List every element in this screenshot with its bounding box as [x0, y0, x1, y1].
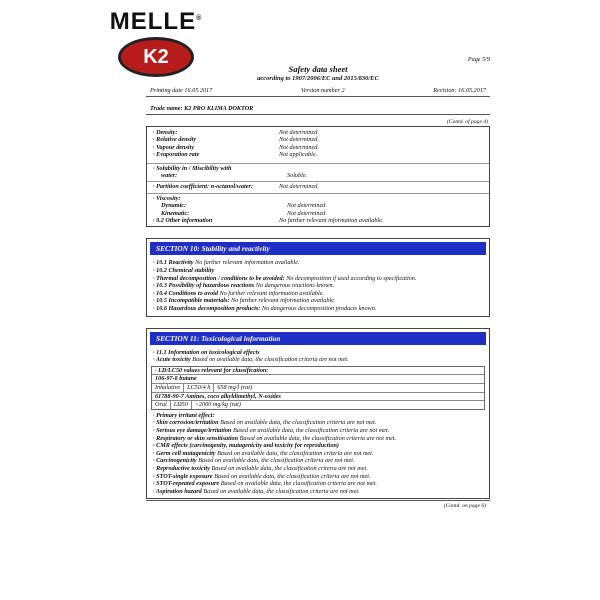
dynamic-value: Not determined. [287, 202, 327, 210]
line-term: · CMR effects (carcinogenity, mutagenicity and toxicity for reproduction) [153, 442, 339, 450]
toxicity-row [152, 400, 484, 409]
property-row [147, 129, 489, 136]
partition-value: Not determined. [279, 183, 319, 191]
section-10-heading: SECTION 10: Stability and reactivity [150, 242, 486, 255]
value-cell: >2000 mg/kg (rat) [194, 401, 241, 409]
ld-lc50-heading: · LD/LC50 values relevant for classification: [155, 366, 269, 374]
section-10-line [147, 259, 489, 267]
route-cell: Inhalative [152, 384, 184, 392]
water-value: Soluble. [287, 172, 308, 180]
toxic-effect-line [147, 488, 489, 496]
property-group-density [147, 127, 489, 161]
trade-name: Trade name: K2 PRO KLIMA DOKTOR [146, 103, 490, 115]
property-label: · Density: [153, 129, 178, 136]
line-term: · 10.1 Reactivity [153, 259, 194, 267]
document-meta-row [146, 87, 490, 97]
continued-on-note: (Contd. on page 6) [443, 503, 486, 510]
line-term: · 10.4 Conditions to avoid [153, 289, 218, 297]
property-label: · Vapour density [153, 143, 195, 151]
toxic-effect-line [147, 457, 489, 465]
viscosity-label: · Viscosity: [153, 194, 181, 202]
section-11-toxicological [146, 328, 490, 500]
property-row [147, 144, 489, 151]
line-term: · STOT-single exposure [153, 472, 213, 480]
line-text: Based on available data, the classification criteria are not met. [215, 449, 374, 457]
safety-data-sheet-page [146, 50, 490, 509]
property-value: Not determined. [279, 129, 319, 136]
page-number: Page 5/9 [467, 56, 490, 63]
measure-cell: LD50 [171, 401, 192, 409]
line-term: · Skin corrosion/irritation [153, 419, 219, 427]
dynamic-viscosity-row [147, 202, 489, 209]
line-term: · 10.2 Chemical stability [153, 267, 215, 275]
line-term: · Germ cell mutagenicity [153, 449, 216, 457]
other-information-value: No further relevant information available. [279, 217, 384, 225]
line-text: No further relevant information available. [229, 297, 336, 305]
section-10-line [147, 267, 489, 275]
section-10-line [147, 282, 489, 290]
acute-toxicity-line [147, 356, 489, 364]
toxic-effect-line [147, 427, 489, 435]
line-term: · Acute toxicity [153, 356, 191, 364]
primary-irritant-heading: · Primary irritant effect: [153, 411, 215, 419]
property-label: · Evaporation rate [153, 151, 200, 159]
toxic-effect-line [147, 435, 489, 443]
section-10-line [147, 297, 489, 305]
line-term: · Serious eye damage/irritation [153, 426, 232, 434]
line-term: · 10.5 Incompatible materials: [153, 297, 230, 305]
ld-lc50-table [151, 366, 485, 410]
k2-emblem-text: K2 [143, 45, 169, 68]
partition-label: · Partition coefficient: n-octanol/water: [153, 183, 253, 191]
solubility-label: · Solubility in / Miscibility with [153, 164, 232, 172]
line-text: No dangerous decomposition products known. [260, 305, 377, 313]
partition-row [147, 183, 489, 190]
route-cell: Oral [152, 401, 171, 409]
revision-date: Revision: 16.05.2017 [433, 87, 486, 94]
brand-name-melle: MELLE [109, 8, 197, 35]
line-term: · Reproductive toxicity [153, 464, 210, 472]
registered-mark: ® [196, 15, 203, 22]
section-10-line [147, 305, 489, 313]
line-term: · Respiratory or skin sensitisation [153, 434, 239, 442]
water-solubility-row [147, 172, 489, 179]
line-term: · Carcinogenicity [153, 457, 197, 465]
line-text: Based on available data, the classification criteria are not met. [231, 426, 390, 434]
other-information-row [147, 217, 489, 226]
line-term: · 11.1 Information on toxicological effects [153, 348, 260, 356]
line-term: · Aspiration hazard [153, 487, 202, 495]
line-text: Based on available data, the classification criteria are not met. [209, 464, 368, 472]
line-text: Based on available data, the classification criteria are not met. [219, 480, 378, 488]
line-text: Based on available data, the classification criteria are not met. [212, 472, 371, 480]
line-term: · Thermal decomposition / conditions to be avoided: [153, 274, 285, 282]
line-text: No decomposition if used according to specification. [284, 274, 417, 282]
divider [147, 193, 489, 194]
section-10-line [147, 275, 489, 283]
section-10-line [147, 290, 489, 298]
substance-name: 61788-90-7 Amines, coco alkyldimethyl, N-oxides [152, 392, 484, 401]
line-text: Based on available data, the classification criteria are not met. [238, 434, 396, 442]
toxic-effect-line [147, 473, 489, 481]
other-information-label: · 9.2 Other information [153, 217, 213, 225]
kinematic-viscosity-row [147, 210, 489, 217]
property-value: Not determined. [279, 136, 319, 144]
substance-name: 106-97-8 butane [152, 374, 484, 383]
viscosity-row [147, 195, 489, 202]
toxic-effect-line [147, 465, 489, 473]
toxic-effect-line [147, 480, 489, 488]
solubility-row [147, 165, 489, 172]
property-label: · Relative density [153, 136, 197, 144]
water-label: water: [161, 172, 178, 180]
line-text: No further relevant information available. [217, 289, 324, 297]
toxic-effect-line [147, 442, 489, 450]
continued-from-note: (Contd. of page 4) [446, 119, 488, 125]
line-text: No dangerous reactions known. [254, 282, 335, 290]
kinematic-label: Kinematic: [161, 209, 190, 217]
toxicology-info-line [147, 349, 489, 357]
line-text: Based on available data, the classification criteria are not met. [201, 487, 360, 495]
printing-date: Printing date 16.05.2017 [150, 87, 213, 94]
document-subtitle: according to 1907/2006/EC and 2015/830/EC [257, 75, 379, 82]
footer-divider [146, 500, 490, 501]
section-11-heading: SECTION 11: Toxicological information [150, 332, 486, 345]
document-title: Safety data sheet [288, 64, 348, 74]
physical-properties-box [146, 126, 490, 227]
property-value: Not determined. [279, 143, 319, 151]
line-text: Based on available data, the classification criteria are not met. [196, 457, 355, 465]
divider [147, 163, 489, 164]
property-value: Not applicable. [279, 151, 318, 159]
line-text: Based on available data, the classification criteria are not met. [190, 356, 349, 364]
measure-cell: LC50/4 h [184, 384, 214, 392]
line-term: · 10.3 Possibility of hazardous reactions [153, 282, 255, 290]
value-cell: 658 mg/l (rat) [217, 384, 253, 391]
toxic-effect-line [147, 450, 489, 458]
line-term: · 10.6 Hazardous decomposition products: [153, 305, 261, 313]
toxicity-row [152, 383, 484, 392]
kinematic-value: Not determined. [287, 209, 327, 217]
dynamic-label: Dynamic: [161, 202, 187, 210]
property-row [147, 151, 489, 158]
line-term: · STOT-repeated exposure [153, 480, 220, 488]
divider [147, 181, 489, 182]
line-text: No further relevant information available. [193, 259, 300, 267]
section-10-stability-reactivity [146, 238, 490, 316]
line-text: Based on available data, the classification criteria are not met. [218, 419, 377, 427]
property-row [147, 136, 489, 143]
toxic-effect-line [147, 419, 489, 427]
version-number: Version number 2 [300, 87, 345, 94]
